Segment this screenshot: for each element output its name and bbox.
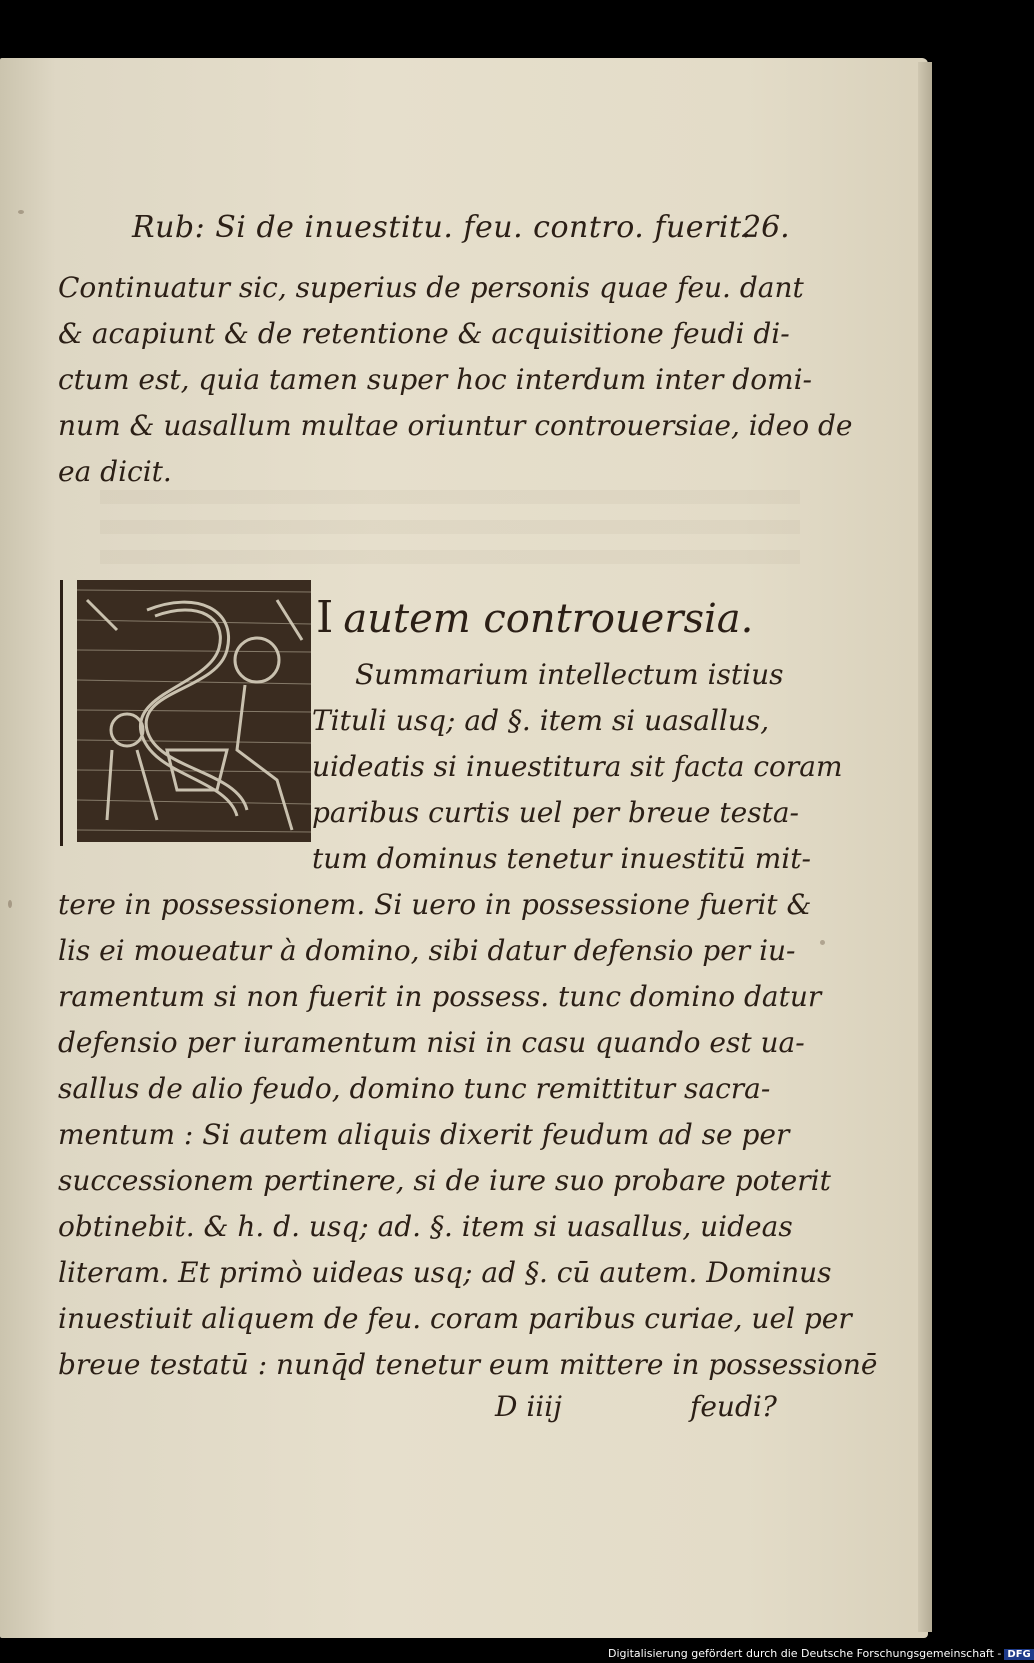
text-line: ctum est, quia tamen super hoc interdum inter domi- <box>58 363 813 396</box>
folio-number: 26. <box>742 210 790 245</box>
text-line: tum dominus tenetur inuestitū mit- <box>312 842 811 875</box>
heading-text: autem controuersia. <box>343 596 754 642</box>
page-edge <box>918 62 932 1632</box>
text-line: defensio per iuramentum nisi in casu quando est ua- <box>58 1026 805 1059</box>
decorated-initial <box>60 580 311 846</box>
intro-paragraph <box>58 265 852 495</box>
text-line: literam. Et primò uideas usq; ad §. cū autem. Dominus <box>58 1256 832 1289</box>
text-line: Summarium intellectum istius <box>355 658 784 691</box>
text-line: uideatis si inuestitura sit facta coram <box>312 750 843 783</box>
paper-speck <box>820 940 825 945</box>
body-paragraph <box>58 882 878 1388</box>
woodcut-initial-icon <box>77 580 311 842</box>
text-line: obtinebit. & h. d. usq; ad. §. item si uasallus, uideas <box>58 1210 793 1243</box>
text-line: & acapiunt & de retentione & acquisitione feudi di- <box>58 317 790 350</box>
dfg-logo: DFG <box>1004 1649 1033 1660</box>
text-line: sallus de alio feudo, domino tunc remittitur sacra- <box>58 1072 771 1105</box>
text-line: successionem pertinere, si de iure suo probare poterit <box>58 1164 831 1197</box>
credit-text: Digitalisierung gefördert durch die Deutsche Forschungsgemeinschaft - <box>608 1647 1002 1660</box>
text-line: ea dicit. <box>58 455 172 488</box>
text-line: Continuatur sic, superius de personis quae feu. dant <box>58 271 804 304</box>
text-line: breue testatū : nunq̄d tenetur eum mittere in possessionē <box>58 1348 878 1381</box>
text-line: ramentum si non fuerit in possess. tunc domino datur <box>58 980 822 1013</box>
show-through-bleed <box>100 490 800 580</box>
heading-initial-letter: I <box>316 592 334 643</box>
woodcut-illustration <box>77 580 311 842</box>
section-heading <box>316 592 753 643</box>
text-line: Tituli usq; ad §. item si uasallus, <box>312 704 770 737</box>
digitization-credit <box>608 1647 1034 1660</box>
text-line: mentum : Si autem aliquis dixerit feudum ad se per <box>58 1118 790 1151</box>
text-line: num & uasallum multae oriuntur controuersiae, ideo de <box>58 409 853 442</box>
paper-speck <box>18 210 24 214</box>
running-head-title: Rub: Si de inuestitu. feu. contro. fuerit. <box>132 210 752 245</box>
text-line: tere in possessionem. Si uero in possessione fuerit & <box>58 888 812 921</box>
catchword: feudi? <box>690 1390 777 1423</box>
paper-speck <box>8 900 12 908</box>
text-line: lis ei moueatur à domino, sibi datur defensio per iu- <box>58 934 796 967</box>
signature-mark: D iiij <box>495 1390 562 1423</box>
text-line: paribus curtis uel per breue testa- <box>312 796 799 829</box>
text-line: inuestiuit aliquem de feu. coram paribus curiae, uel per <box>58 1302 852 1335</box>
